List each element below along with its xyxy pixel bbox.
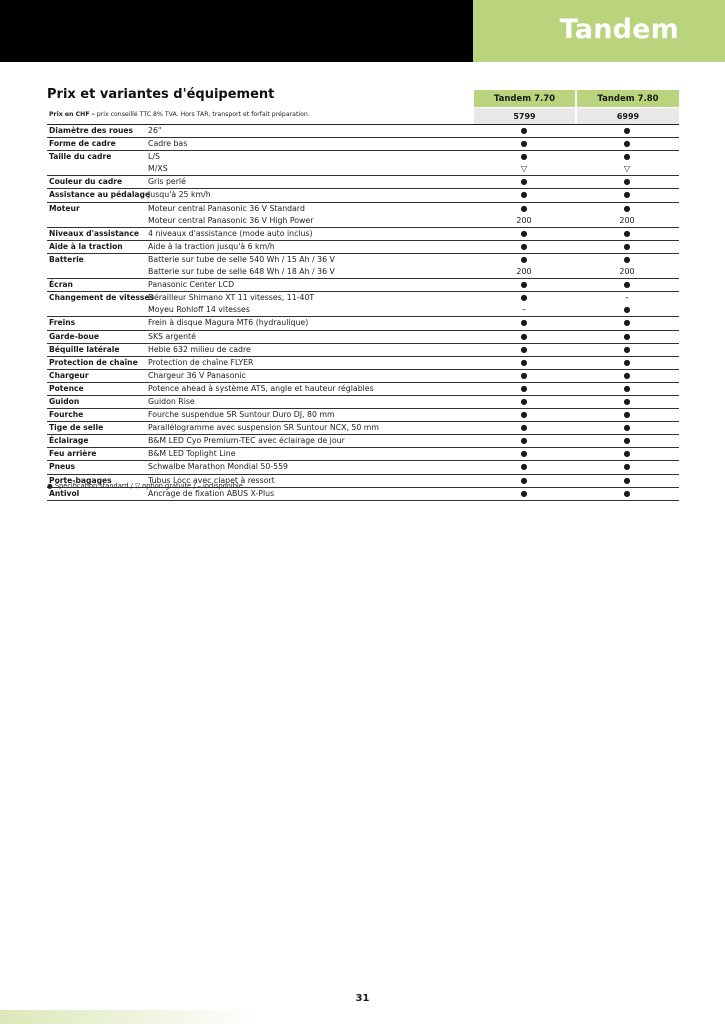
spec-value-tandem-780: ● bbox=[623, 370, 631, 380]
spec-value-tandem-770: ● bbox=[520, 126, 528, 135]
spec-value-tandem-780: ● bbox=[623, 318, 631, 328]
spec-description: Guidon Rise bbox=[148, 396, 195, 406]
spec-description: B&M LED Cyo Premium-TEC avec éclairage de jour bbox=[148, 436, 345, 446]
spec-category: Changement de vitesses bbox=[49, 293, 155, 303]
spec-description: Chargeur 36 V Panasonic bbox=[148, 370, 246, 380]
footer-gradient-bar bbox=[0, 1010, 260, 1024]
spec-description: Jusqu'à 25 km/h bbox=[148, 190, 211, 200]
spec-value-tandem-770: ● bbox=[520, 357, 528, 367]
table-row bbox=[47, 241, 679, 254]
table-row bbox=[47, 344, 679, 357]
spec-category: Potence bbox=[49, 383, 84, 393]
table-row bbox=[47, 279, 679, 292]
spec-category: Écran bbox=[49, 280, 73, 290]
spec-value-tandem-780: ● bbox=[623, 190, 631, 200]
spec-value-tandem-780: ● bbox=[623, 331, 631, 341]
spec-description: Parallélogramme avec suspension SR Suntour NCX, 50 mm bbox=[148, 423, 379, 433]
price-label bbox=[49, 111, 310, 118]
spec-value-tandem-780: – bbox=[625, 293, 629, 303]
spec-value-tandem-770: 200 bbox=[516, 267, 532, 277]
spec-category: Couleur du cadre bbox=[49, 177, 123, 187]
spec-value-tandem-780: ● bbox=[623, 228, 631, 238]
spec-description: Batterie sur tube de selle 648 Wh / 18 Ah / 36 V bbox=[148, 267, 335, 277]
spec-value-tandem-770: ● bbox=[520, 280, 528, 290]
spec-value-tandem-780: ● bbox=[623, 344, 631, 354]
spec-description: Batterie sur tube de selle 540 Wh / 15 Ah / 36 V bbox=[148, 254, 335, 264]
spec-value-tandem-770: ● bbox=[520, 344, 528, 354]
table-row bbox=[47, 189, 679, 202]
spec-description: Schwalbe Marathon Mondial 50-559 bbox=[148, 462, 288, 472]
spec-value-tandem-770: ● bbox=[520, 475, 528, 485]
spec-value-tandem-780: ● bbox=[623, 410, 631, 420]
spec-value-tandem-780: ● bbox=[623, 488, 631, 498]
spec-category: Aide à la traction bbox=[49, 241, 123, 251]
spec-description: Moyeu Rohloff 14 vitesses bbox=[148, 305, 250, 315]
model-header-1: Tandem 7.70 bbox=[474, 90, 575, 107]
spec-description: Moteur central Panasonic 36 V High Power bbox=[148, 215, 314, 225]
spec-description: B&M LED Toplight Line bbox=[148, 449, 236, 459]
table-row bbox=[47, 176, 679, 189]
spec-value-tandem-780: ● bbox=[623, 139, 631, 149]
spec-description: L/S bbox=[148, 152, 160, 162]
header-black-band bbox=[0, 0, 473, 62]
spec-value-tandem-780: ● bbox=[623, 475, 631, 485]
spec-value-tandem-780: ▽ bbox=[623, 164, 631, 174]
spec-category: Moteur bbox=[49, 203, 80, 213]
spec-value-tandem-770: ● bbox=[520, 318, 528, 328]
spec-description: Cadre bas bbox=[148, 139, 188, 149]
spec-value-tandem-770: ● bbox=[520, 241, 528, 251]
table-row bbox=[47, 461, 679, 474]
spec-value-tandem-770: ● bbox=[520, 152, 528, 162]
spec-value-tandem-770: ● bbox=[520, 139, 528, 149]
spec-value-tandem-780: ● bbox=[623, 254, 631, 264]
spec-description: Frein à disque Magura MT6 (hydraulique) bbox=[148, 318, 309, 328]
spec-description: Moteur central Panasonic 36 V Standard bbox=[148, 203, 305, 213]
table-row bbox=[47, 396, 679, 409]
spec-description: Potence ahead à système ATS, angle et hauteur réglables bbox=[148, 383, 374, 393]
spec-value-tandem-780: ● bbox=[623, 383, 631, 393]
table-row bbox=[47, 448, 679, 461]
section-title: Prix et variantes d'équipement bbox=[47, 87, 275, 102]
spec-value-tandem-780: ● bbox=[623, 177, 631, 187]
spec-category: Taille du cadre bbox=[49, 152, 112, 162]
spec-value-tandem-780: ● bbox=[623, 449, 631, 459]
spec-category: Batterie bbox=[49, 254, 84, 264]
page-number: 31 bbox=[355, 993, 370, 1004]
spec-description: SKS argenté bbox=[148, 331, 196, 341]
spec-value-tandem-770: ● bbox=[520, 293, 528, 303]
spec-description: Aide à la traction jusqu'à 6 km/h bbox=[148, 241, 275, 251]
spec-description: M/XS bbox=[148, 164, 168, 174]
spec-value-tandem-770: ● bbox=[520, 254, 528, 264]
price-row bbox=[47, 108, 679, 125]
spec-value-tandem-770: ● bbox=[520, 436, 528, 446]
spec-value-tandem-770: ● bbox=[520, 410, 528, 420]
table-row bbox=[47, 357, 679, 370]
spec-category: Forme de cadre bbox=[49, 139, 116, 149]
table-row bbox=[47, 292, 679, 304]
spec-value-tandem-770: ● bbox=[520, 488, 528, 498]
spec-value-tandem-770: ● bbox=[520, 462, 528, 472]
spec-category: Éclairage bbox=[49, 436, 89, 446]
legend: ● Spécification standard / ▽ option gratuite / – indisponible bbox=[47, 482, 243, 490]
spec-value-tandem-780: 200 bbox=[619, 215, 635, 225]
spec-value-tandem-770: ● bbox=[520, 370, 528, 380]
spec-category: Freins bbox=[49, 318, 76, 328]
spec-value-tandem-780: ● bbox=[623, 462, 631, 472]
table-row bbox=[47, 151, 679, 163]
spec-value-tandem-780: ● bbox=[623, 423, 631, 433]
spec-value-tandem-770: ● bbox=[520, 177, 528, 187]
spec-value-tandem-770: – bbox=[522, 305, 526, 315]
spec-value-tandem-780: ● bbox=[623, 152, 631, 162]
spec-value-tandem-770: ● bbox=[520, 383, 528, 393]
spec-value-tandem-780: ● bbox=[623, 357, 631, 367]
table-row bbox=[47, 383, 679, 396]
table-row bbox=[47, 435, 679, 448]
table-row bbox=[47, 266, 679, 279]
table-row bbox=[47, 125, 679, 138]
spec-value-tandem-770: 200 bbox=[516, 215, 532, 225]
spec-description: Dérailleur Shimano XT 11 vitesses, 11-40T bbox=[148, 293, 315, 303]
spec-value-tandem-780: ● bbox=[623, 241, 631, 251]
spec-category: Diamètre des roues bbox=[49, 126, 134, 135]
spec-description: Ancrage de fixation ABUS X-Plus bbox=[148, 488, 275, 498]
spec-category: Assistance au pédalage bbox=[49, 190, 151, 200]
table-row bbox=[47, 228, 679, 241]
spec-value-tandem-770: ● bbox=[520, 331, 528, 341]
spec-description: Tubus Locc avec clapet à ressort bbox=[148, 475, 275, 485]
spec-value-tandem-780: ● bbox=[623, 126, 631, 135]
table-row bbox=[47, 409, 679, 422]
price-label-note: prix conseillé TTC 8% TVA. Hors TAR, transport et forfait préparation. bbox=[94, 111, 310, 118]
spec-value-tandem-780: 200 bbox=[619, 267, 635, 277]
spec-value-tandem-780: ● bbox=[623, 203, 631, 213]
table-row bbox=[47, 422, 679, 435]
spec-value-tandem-780: ● bbox=[623, 436, 631, 446]
spec-category: Feu arrière bbox=[49, 449, 97, 459]
table-row bbox=[47, 304, 679, 317]
spec-description: 4 niveaux d'assistance (mode auto inclus) bbox=[148, 228, 313, 238]
table-row bbox=[47, 203, 679, 215]
spec-description: 26" bbox=[148, 126, 162, 135]
spec-description: Panasonic Center LCD bbox=[148, 280, 235, 290]
price-label-bold: Prix en CHF – bbox=[49, 111, 95, 118]
spec-category: Tige de selle bbox=[49, 423, 104, 433]
spec-category: Porte-bagages bbox=[49, 475, 112, 485]
spec-value-tandem-780: ● bbox=[623, 305, 631, 315]
spec-category: Guidon bbox=[49, 396, 80, 406]
table-row bbox=[47, 317, 679, 330]
table-row bbox=[47, 370, 679, 383]
spec-category: Antivol bbox=[49, 488, 80, 498]
spec-category: Pneus bbox=[49, 462, 76, 472]
spec-value-tandem-770: ● bbox=[520, 423, 528, 433]
spec-category: Protection de chaîne bbox=[49, 357, 138, 367]
spec-description: Gris perlé bbox=[148, 177, 186, 187]
price-value-2: 6999 bbox=[577, 108, 679, 124]
spec-value-tandem-770: ● bbox=[520, 228, 528, 238]
spec-value-tandem-770: ● bbox=[520, 190, 528, 200]
spec-category: Fourche bbox=[49, 410, 84, 420]
model-header-2: Tandem 7.80 bbox=[577, 90, 679, 107]
table-row bbox=[47, 331, 679, 344]
spec-value-tandem-770: ● bbox=[520, 396, 528, 406]
spec-value-tandem-770: ● bbox=[520, 203, 528, 213]
spec-value-tandem-770: ● bbox=[520, 449, 528, 459]
table-row bbox=[47, 163, 679, 176]
spec-category: Chargeur bbox=[49, 370, 89, 380]
spec-category: Garde-boue bbox=[49, 331, 100, 341]
spec-description: Fourche suspendue SR Suntour Duro DJ, 80 mm bbox=[148, 410, 335, 420]
table-row bbox=[47, 138, 679, 151]
spec-category: Béquille latérale bbox=[49, 344, 120, 354]
spec-table bbox=[47, 125, 679, 501]
spec-value-tandem-770: ▽ bbox=[520, 164, 528, 174]
spec-category: Niveaux d'assistance bbox=[49, 228, 139, 238]
spec-value-tandem-780: ● bbox=[623, 396, 631, 406]
header-title: Tandem bbox=[559, 14, 679, 45]
spec-value-tandem-780: ● bbox=[623, 280, 631, 290]
table-row bbox=[47, 254, 679, 266]
spec-description: Hebie 632 milieu de cadre bbox=[148, 344, 251, 354]
table-row bbox=[47, 215, 679, 228]
price-value-1: 5799 bbox=[474, 108, 575, 124]
spec-description: Protection de chaîne FLYER bbox=[148, 357, 254, 367]
